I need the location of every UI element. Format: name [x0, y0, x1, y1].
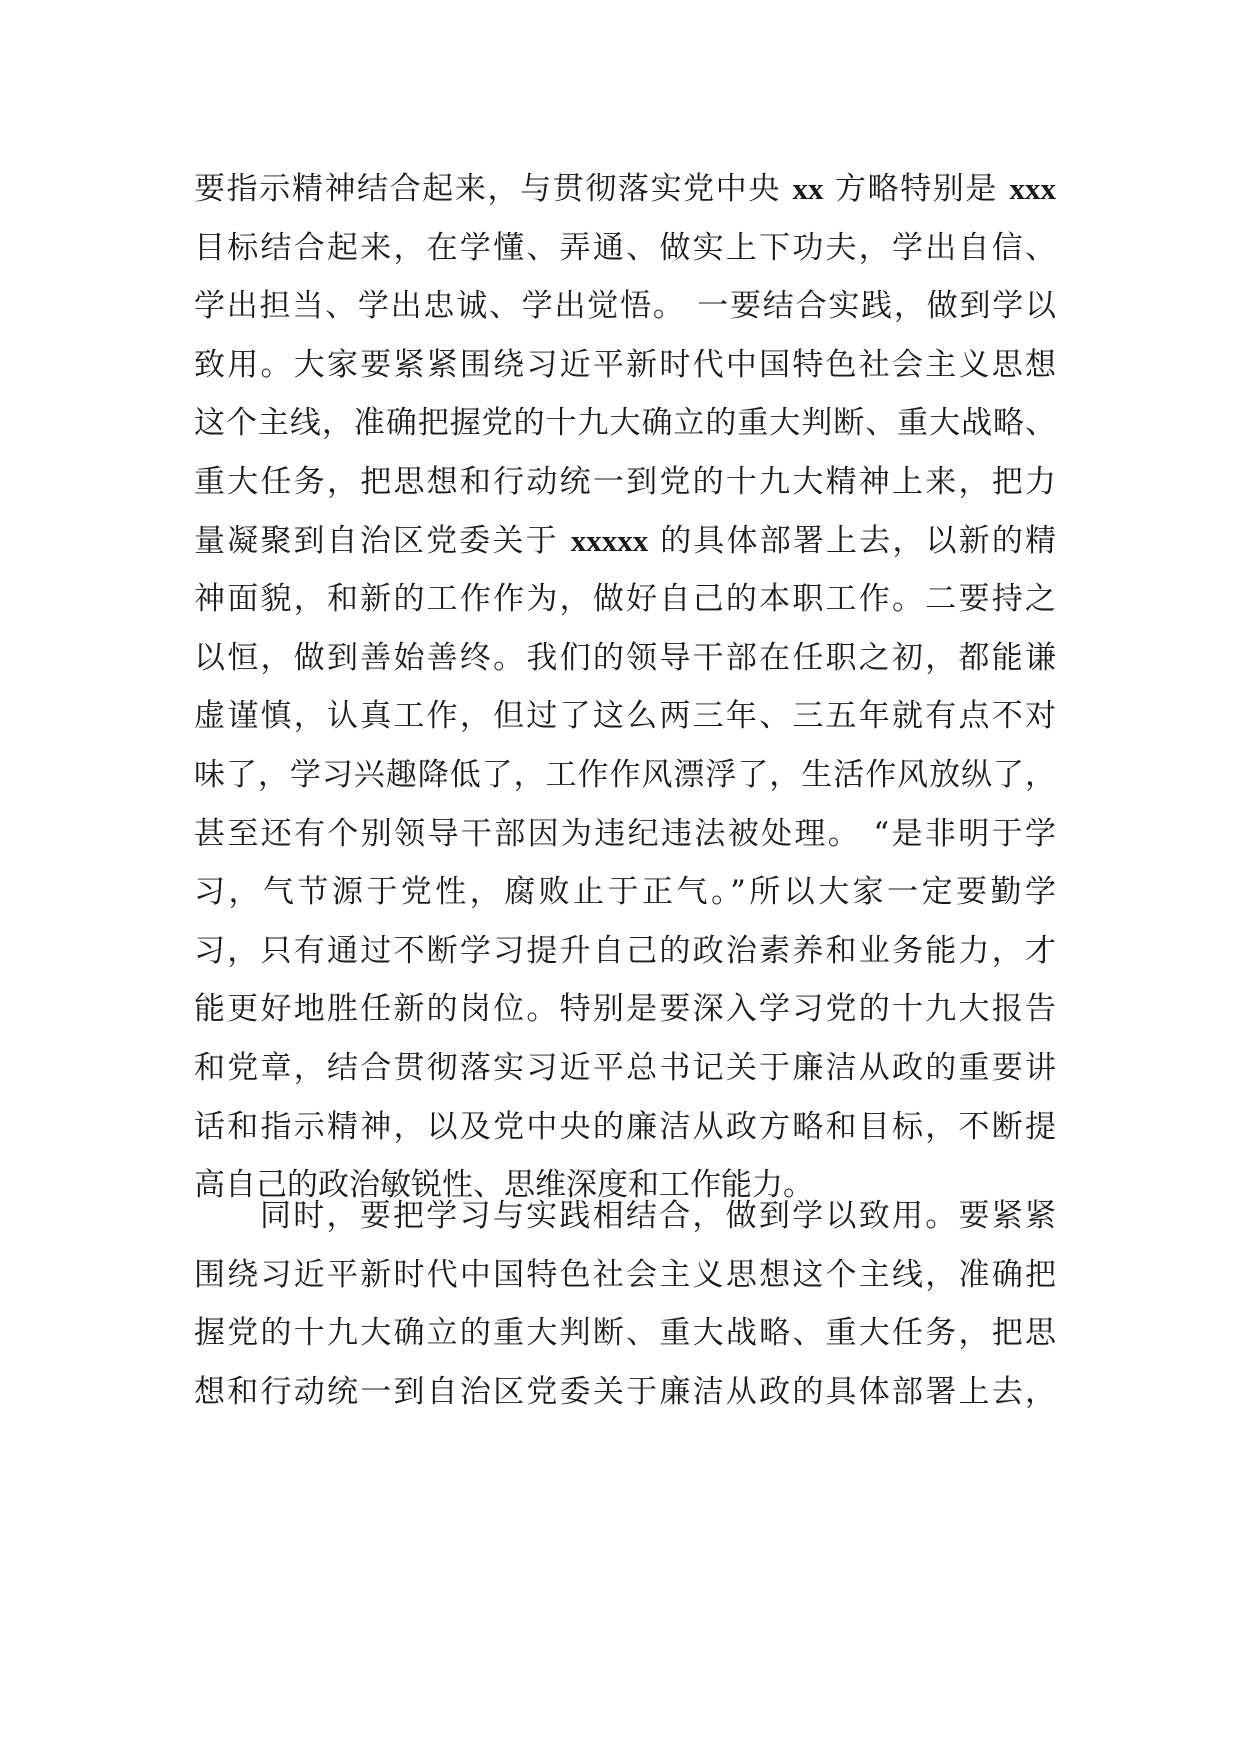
text-line: 同时，要把学习与实践相结合，做到学以致用。要紧紧 — [260, 1198, 1056, 1234]
paragraph-2 — [194, 1187, 1056, 1421]
text-line: 习，气节源于党性，腐败止于正气。”所以大家一定要勤学 — [194, 874, 1056, 911]
placeholder-token: xxx — [1009, 171, 1056, 206]
text-line: 话和指示精神，以及党中央的廉洁从政方略和目标，不断提 — [194, 1108, 1056, 1145]
text-line: 和党章，结合贯彻落实习近平总书记关于廉洁从政的重要讲 — [194, 1049, 1056, 1086]
text-line: 学出担当、学出忠诚、学出觉悟。 一要结合实践，做到学以 — [194, 288, 1056, 325]
text-line: 重大任务，把思想和行动统一到党的十九大精神上来，把力 — [194, 463, 1056, 500]
text-line: 这个主线，准确把握党的十九大确立的重大判断、重大战略、 — [194, 405, 1056, 442]
text-line: 想和行动统一到自治区党委关于廉洁从政的具体部署上去， — [194, 1373, 1056, 1410]
text-line: 握党的十九大确立的重大判断、重大战略、重大任务，把思 — [194, 1315, 1056, 1352]
text-line: 味了，学习兴趣降低了，工作作风漂浮了，生活作风放纵了， — [194, 756, 1056, 793]
placeholder-token: xxxxx — [570, 522, 649, 558]
text-line: 习，只有通过不断学习提升自己的政治素养和业务能力，才 — [194, 932, 1056, 969]
text-line: 甚至还有个别领导干部因为违纪违法被处理。 “是非明于学 — [194, 815, 1056, 852]
paragraph-1 — [194, 160, 1056, 1215]
text-line: 以恒，做到善始善终。我们的领导干部在任职之初，都能谦 — [194, 639, 1056, 676]
text-line: 能更好地胜任新的岗位。特别是要深入学习党的十九大报告 — [194, 991, 1056, 1028]
text-line: 致用。大家要紧紧围绕习近平新时代中国特色社会主义思想 — [194, 346, 1056, 383]
text-line: 量凝聚到自治区党委关于 xxxxx 的具体部署上去，以新的精 — [194, 522, 1056, 559]
text-line: 神面貌，和新的工作作为，做好自己的本职工作。二要持之 — [194, 581, 1056, 618]
text-line: 要指示精神结合起来，与贯彻落实党中央 xx 方略特别是 xxx — [194, 171, 1056, 207]
text-line: 虚谨慎，认真工作，但过了这么两三年、三五年就有点不对 — [194, 698, 1056, 735]
text-line: 围绕习近平新时代中国特色社会主义思想这个主线，准确把 — [194, 1256, 1056, 1293]
text-line: 目标结合起来，在学懂、弄通、做实上下功夫，学出自信、 — [194, 229, 1056, 266]
text-line: 高自己的政治敏锐性、思维深度和工作能力。 — [194, 1167, 814, 1204]
placeholder-token: xx — [792, 171, 824, 206]
